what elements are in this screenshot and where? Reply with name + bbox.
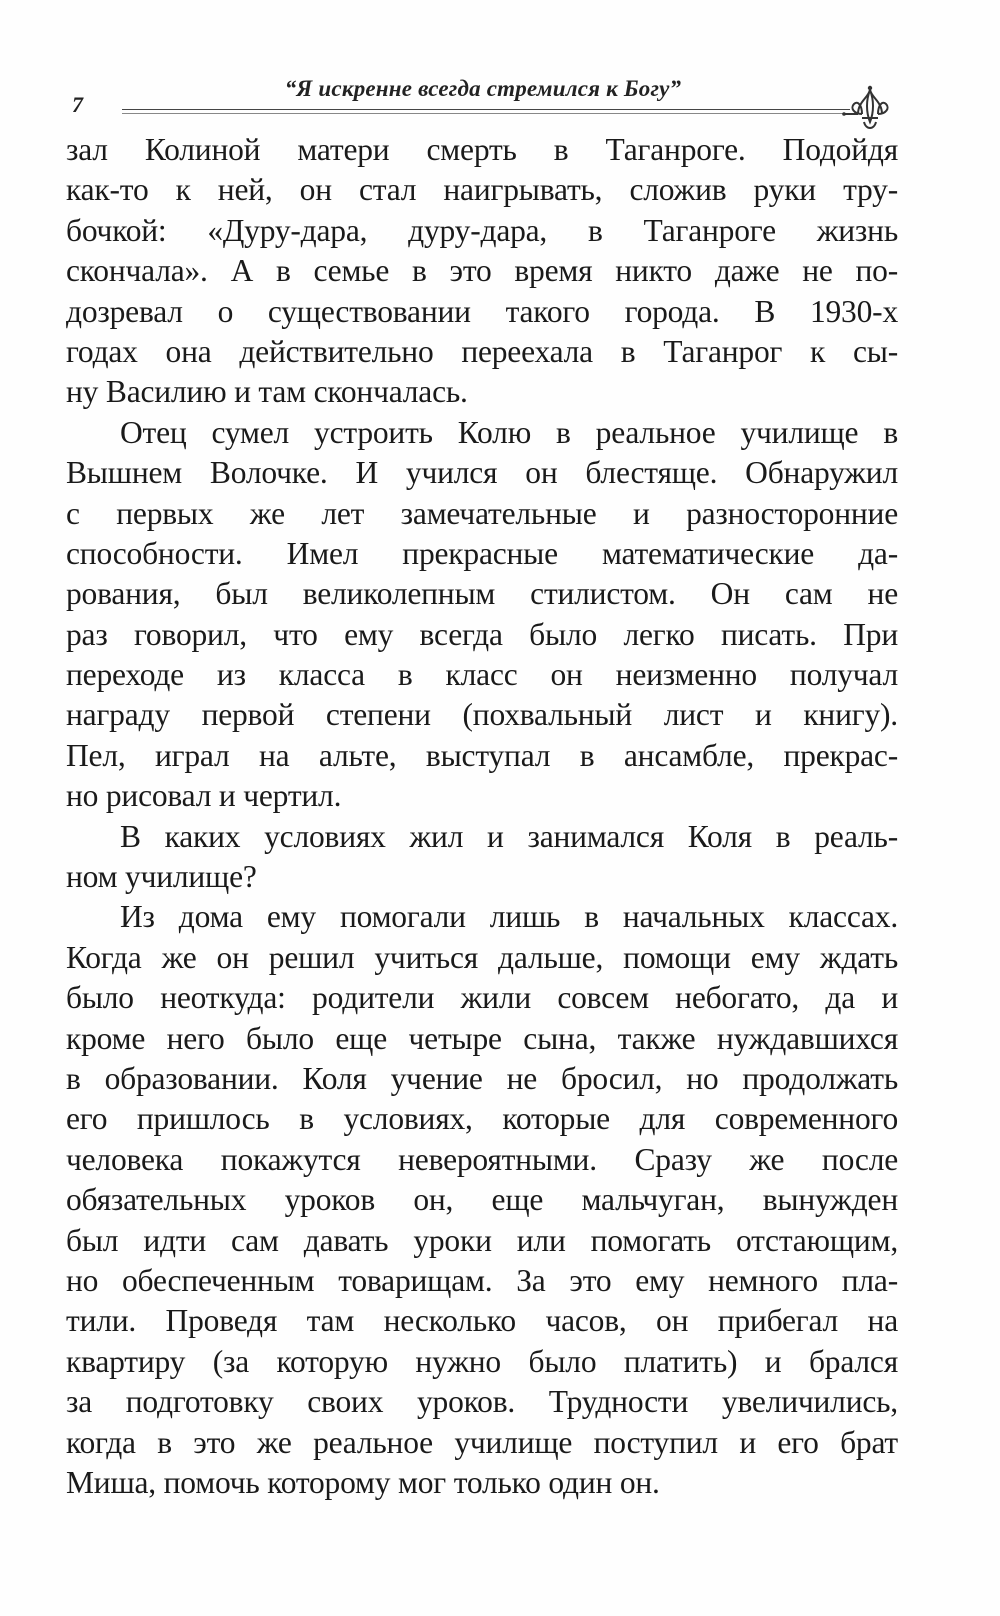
text-line: его пришлось в условиях, которые для современного: [66, 1101, 898, 1137]
header-rule: [122, 109, 850, 110]
text-line: Вышнем Волочке. И учился он блестяще. Обнаружил: [66, 455, 898, 491]
text-line: ну Василию и там скончалась.: [66, 374, 468, 410]
text-line: награду первой степени (похвальный лист и книгу).: [66, 697, 898, 733]
text-line: рования, был великолепным стилистом. Он сам не: [66, 576, 898, 612]
text-line: раз говорил, что ему всегда было легко писать. При: [66, 616, 898, 652]
text-line: ном училище?: [66, 859, 257, 895]
text-line: зал Колиной матери смерть в Таганроге. Подойдя: [66, 132, 898, 167]
text-line: кроме него было еще четыре сына, также нуждавшихся: [66, 1020, 898, 1056]
text-line: когда в это же реальное училище поступил и его брат: [66, 1424, 898, 1460]
text-line: тили. Проведя там несколько часов, он прибегал на: [66, 1303, 898, 1339]
body-text: [66, 130, 898, 1503]
text-line: способности. Имел прекрасные математические да-: [66, 535, 898, 571]
text-line: в образовании. Коля учение не бросил, но продолжать: [66, 1060, 898, 1096]
text-line: обязательных уроков он, еще мальчуган, вынужден: [66, 1182, 898, 1218]
text-line: дозревал о существовании такого города. В 1930-х: [66, 293, 898, 329]
header-rule-thin: [122, 113, 850, 114]
running-title: “Я искренне всегда стремился к Богу”: [284, 76, 682, 101]
text-line: человека покажутся невероятными. Сразу же после: [66, 1141, 898, 1177]
text-line: был идти сам давать уроки или помогать отстающим,: [66, 1222, 898, 1258]
text-line: Пел, играл на альте, выступал в ансамбле, прекрас-: [66, 737, 898, 773]
text-line: Миша, помочь которому мог только один он.: [66, 1464, 660, 1500]
text-line: квартиру (за которую нужно было платить) и брался: [66, 1343, 898, 1379]
text-line: Из дома ему помогали лишь в начальных классах.: [120, 899, 898, 935]
text-line: Когда же он решил учиться дальше, помощи ему ждать: [66, 939, 898, 975]
page-header: [66, 70, 900, 122]
fleur-de-lis-icon: [840, 78, 900, 138]
text-line: В каких условиях жил и занимался Коля в реаль-: [120, 818, 898, 854]
text-line: с первых же лет замечательные и разносторонние: [66, 495, 898, 531]
page-number: 7: [72, 92, 83, 117]
text-line: за подготовку своих уроков. Трудности увеличились,: [66, 1384, 898, 1420]
text-line: бочкой: «Дуру-дара, дуру-дара, в Таганроге жизнь: [66, 212, 898, 248]
text-line: Отец сумел устроить Колю в реальное училище в: [120, 414, 898, 450]
text-line: переходе из класса в класс он неизменно получал: [66, 657, 898, 693]
text-line: как-то к ней, он стал наигрывать, сложив руки тру-: [66, 172, 898, 208]
text-line: было неоткуда: родители жили совсем небогато, да и: [66, 980, 898, 1016]
text-line: годах она действительно переехала в Таганрог к сы-: [66, 333, 898, 369]
text-line: но рисовал и чертил.: [66, 778, 342, 814]
text-line: скончала». А в семье в это время никто даже не по-: [66, 253, 898, 289]
text-line: но обеспеченным товарищам. За это ему немного пла-: [66, 1262, 898, 1298]
